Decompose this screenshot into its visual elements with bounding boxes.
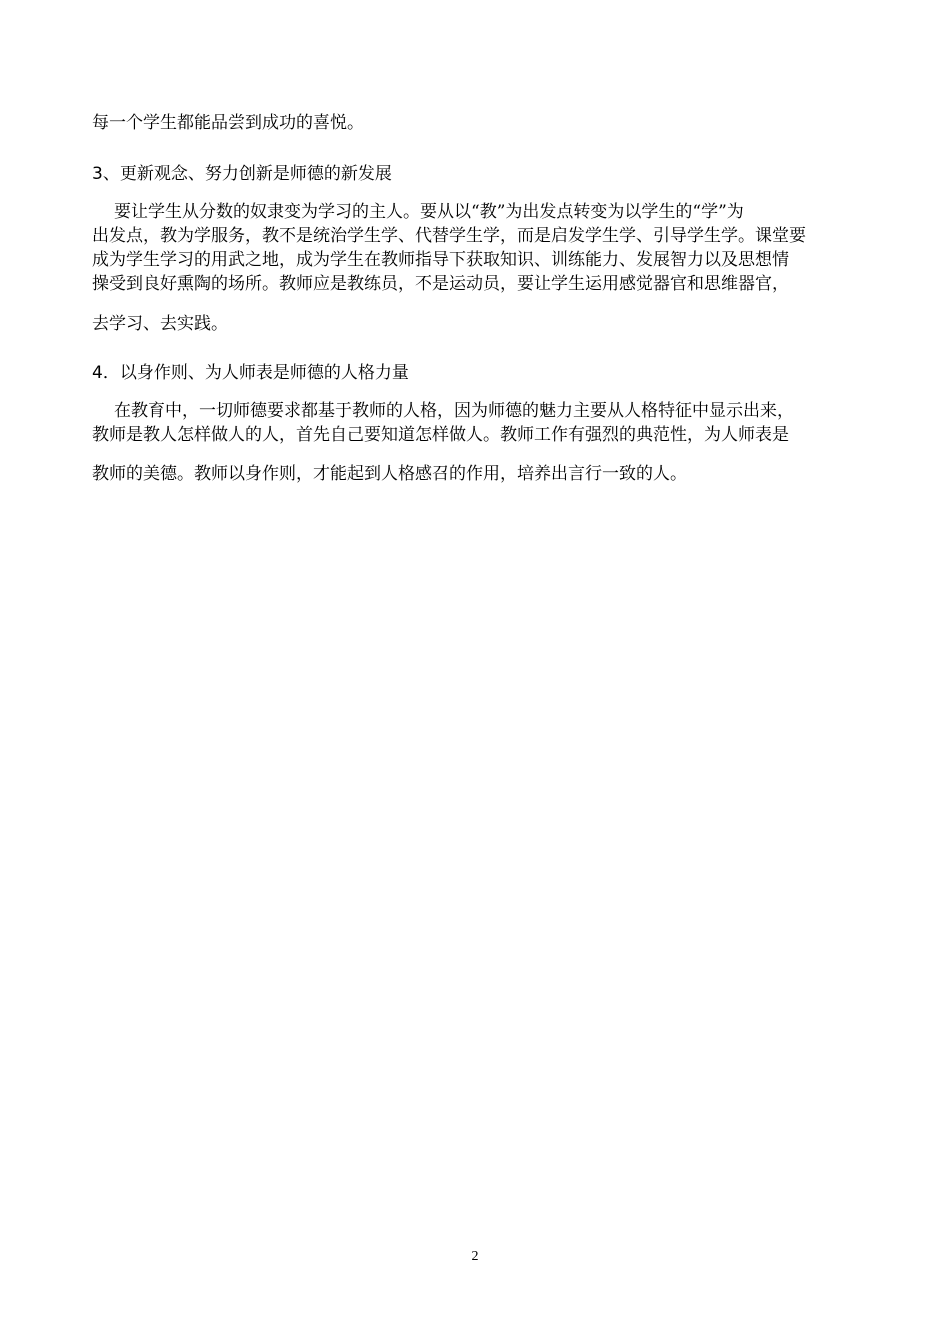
section-3-line-1: 要让学生从分数的奴隶变为学习的主人。要从以“教”为出发点转变为以学生的“学”为 <box>114 202 744 222</box>
section-3-line-4: 操受到良好熏陶的场所。教师应是教练员，不是运动员，要让学生运用感觉器官和思维器官， <box>92 274 789 294</box>
paragraph-continuation: 每一个学生都能品尝到成功的喜悦。 <box>92 113 364 133</box>
page-number: 2 <box>471 1249 479 1264</box>
section-3-line-3: 成为学生学习的用武之地，成为学生在教师指导下获取知识、训练能力、发展智力以及思想情 <box>92 250 789 270</box>
section-4-heading: 4．以身作则、为人师表是师德的人格力量 <box>92 363 409 383</box>
section-4-line-3: 教师的美德。教师以身作则，才能起到人格感召的作用，培养出言行一致的人。 <box>92 464 687 484</box>
section-3-line-2: 出发点，教为学服务，教不是统治学生学、代替学生学，而是启发学生学、引导学生学。课堂要 <box>92 226 806 246</box>
section-4-line-2: 教师是教人怎样做人的人，首先自己要知道怎样做人。教师工作有强烈的典范性，为人师表是 <box>92 425 789 445</box>
section-3-heading: 3、更新观念、努力创新是师德的新发展 <box>92 164 392 184</box>
section-4-line-1: 在教育中，一切师德要求都基于教师的人格，因为师德的魅力主要从人格特征中显示出来， <box>114 401 794 421</box>
section-3-line-5: 去学习、去实践。 <box>92 314 228 334</box>
